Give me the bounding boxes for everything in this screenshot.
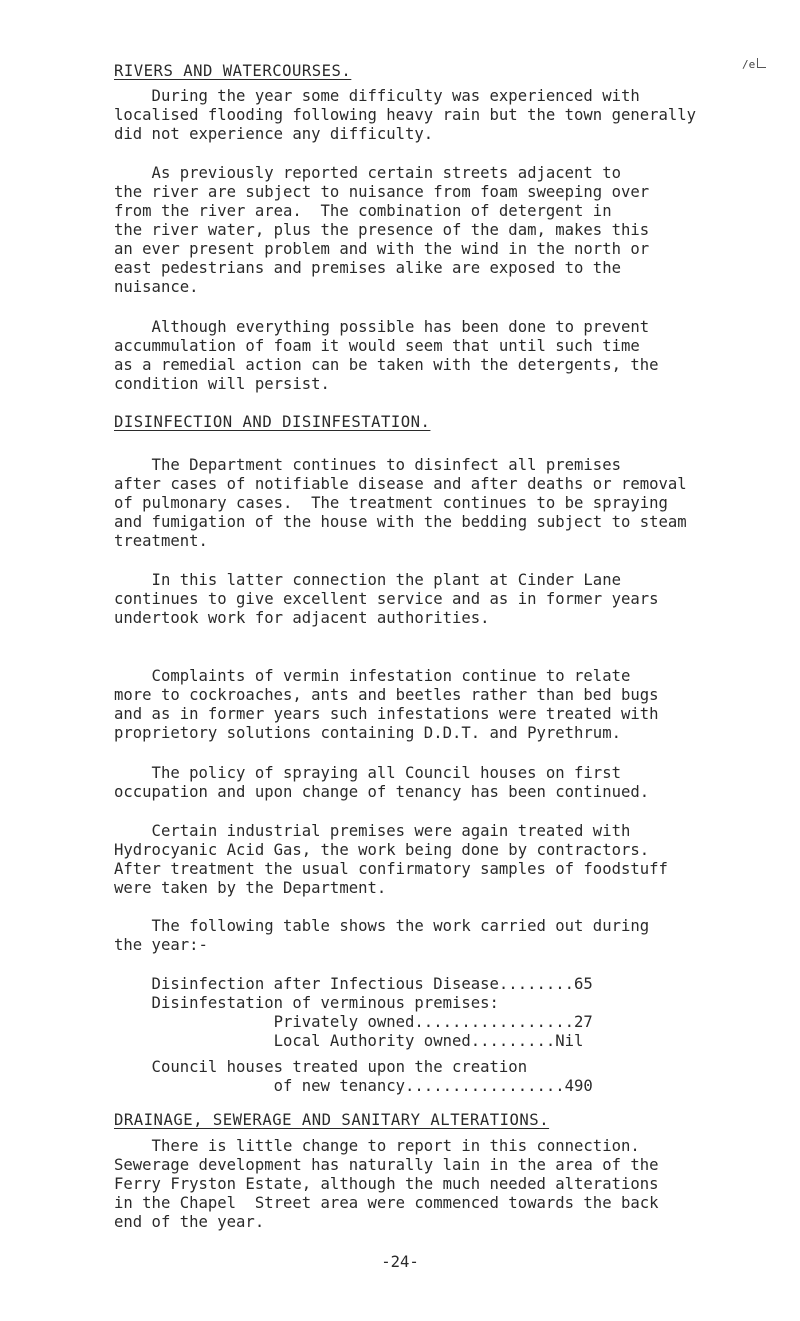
paragraph: In this latter connection the plant at Cinder Lane continues to give excellent service and as in former years undertook work for adjacent authorities.	[114, 571, 659, 627]
paragraph: The policy of spraying all Council houses on first occupation and upon change of tenancy has been continued.	[114, 764, 650, 801]
paragraph: The following table shows the work carried out during the year:-	[114, 917, 650, 954]
section-heading-drainage: DRAINAGE, SEWERAGE AND SANITARY ALTERATIONS.	[114, 1111, 550, 1129]
paragraph: During the year some difficulty was experienced with localised flooding following heavy rain but the town generally did not experience any difficulty.	[114, 87, 697, 143]
section-heading-rivers: RIVERS AND WATERCOURSES.	[114, 62, 352, 80]
table-row: Local Authority owned.........Nil	[114, 1032, 584, 1050]
table-row: Disinfestation of verminous premises:	[114, 994, 499, 1012]
table-row: Disinfection after Infectious Disease........65	[114, 975, 593, 993]
paragraph: The Department continues to disinfect all premises after cases of notifiable disease and after deaths or removal of pulmonary cases. The treatment continues to be spraying and fumigation of the house with the bedding subject to steam treatment.	[114, 456, 687, 550]
margin-bracket-icon	[757, 58, 766, 68]
table-row: of new tenancy.................490	[114, 1077, 593, 1095]
page-number: -24-	[381, 1253, 419, 1271]
margin-annotation: /e	[742, 58, 766, 71]
paragraph: Certain industrial premises were again treated with Hydrocyanic Acid Gas, the work being done by contractors. After treatment the usual confirmatory samples of foodstuff were taken by the Department.	[114, 822, 668, 897]
work-table	[114, 975, 800, 1096]
paragraph: Although everything possible has been done to prevent accummulation of foam it would seem that until such time as a remedial action can be taken with the detergents, the condition will persist.	[114, 318, 659, 393]
section-heading-disinfection: DISINFECTION AND DISINFESTATION.	[114, 413, 431, 431]
table-row: Privately owned.................27	[114, 1013, 593, 1031]
paragraph: Complaints of vermin infestation continue to relate more to cockroaches, ants and beetles rather than bed bugs and as in former years such infestations were treated with proprietory solutions containing D.D.T. and Pyrethrum.	[114, 667, 659, 742]
table-row: Council houses treated upon the creation	[114, 1058, 528, 1076]
paragraph: As previously reported certain streets adjacent to the river are subject to nuisance from foam sweeping over from the river area. The combination of detergent in the river water, plus the presence of the dam, makes this an ever present problem and with the wind in the north or east pedestrians and premises alike are exposed to the nuisance.	[114, 164, 650, 296]
paragraph: There is little change to report in this connection. Sewerage development has naturally lain in the area of the Ferry Fryston Estate, although the much needed alterations in the Chapel Street area were commenced towards the back end of the year.	[114, 1137, 659, 1231]
